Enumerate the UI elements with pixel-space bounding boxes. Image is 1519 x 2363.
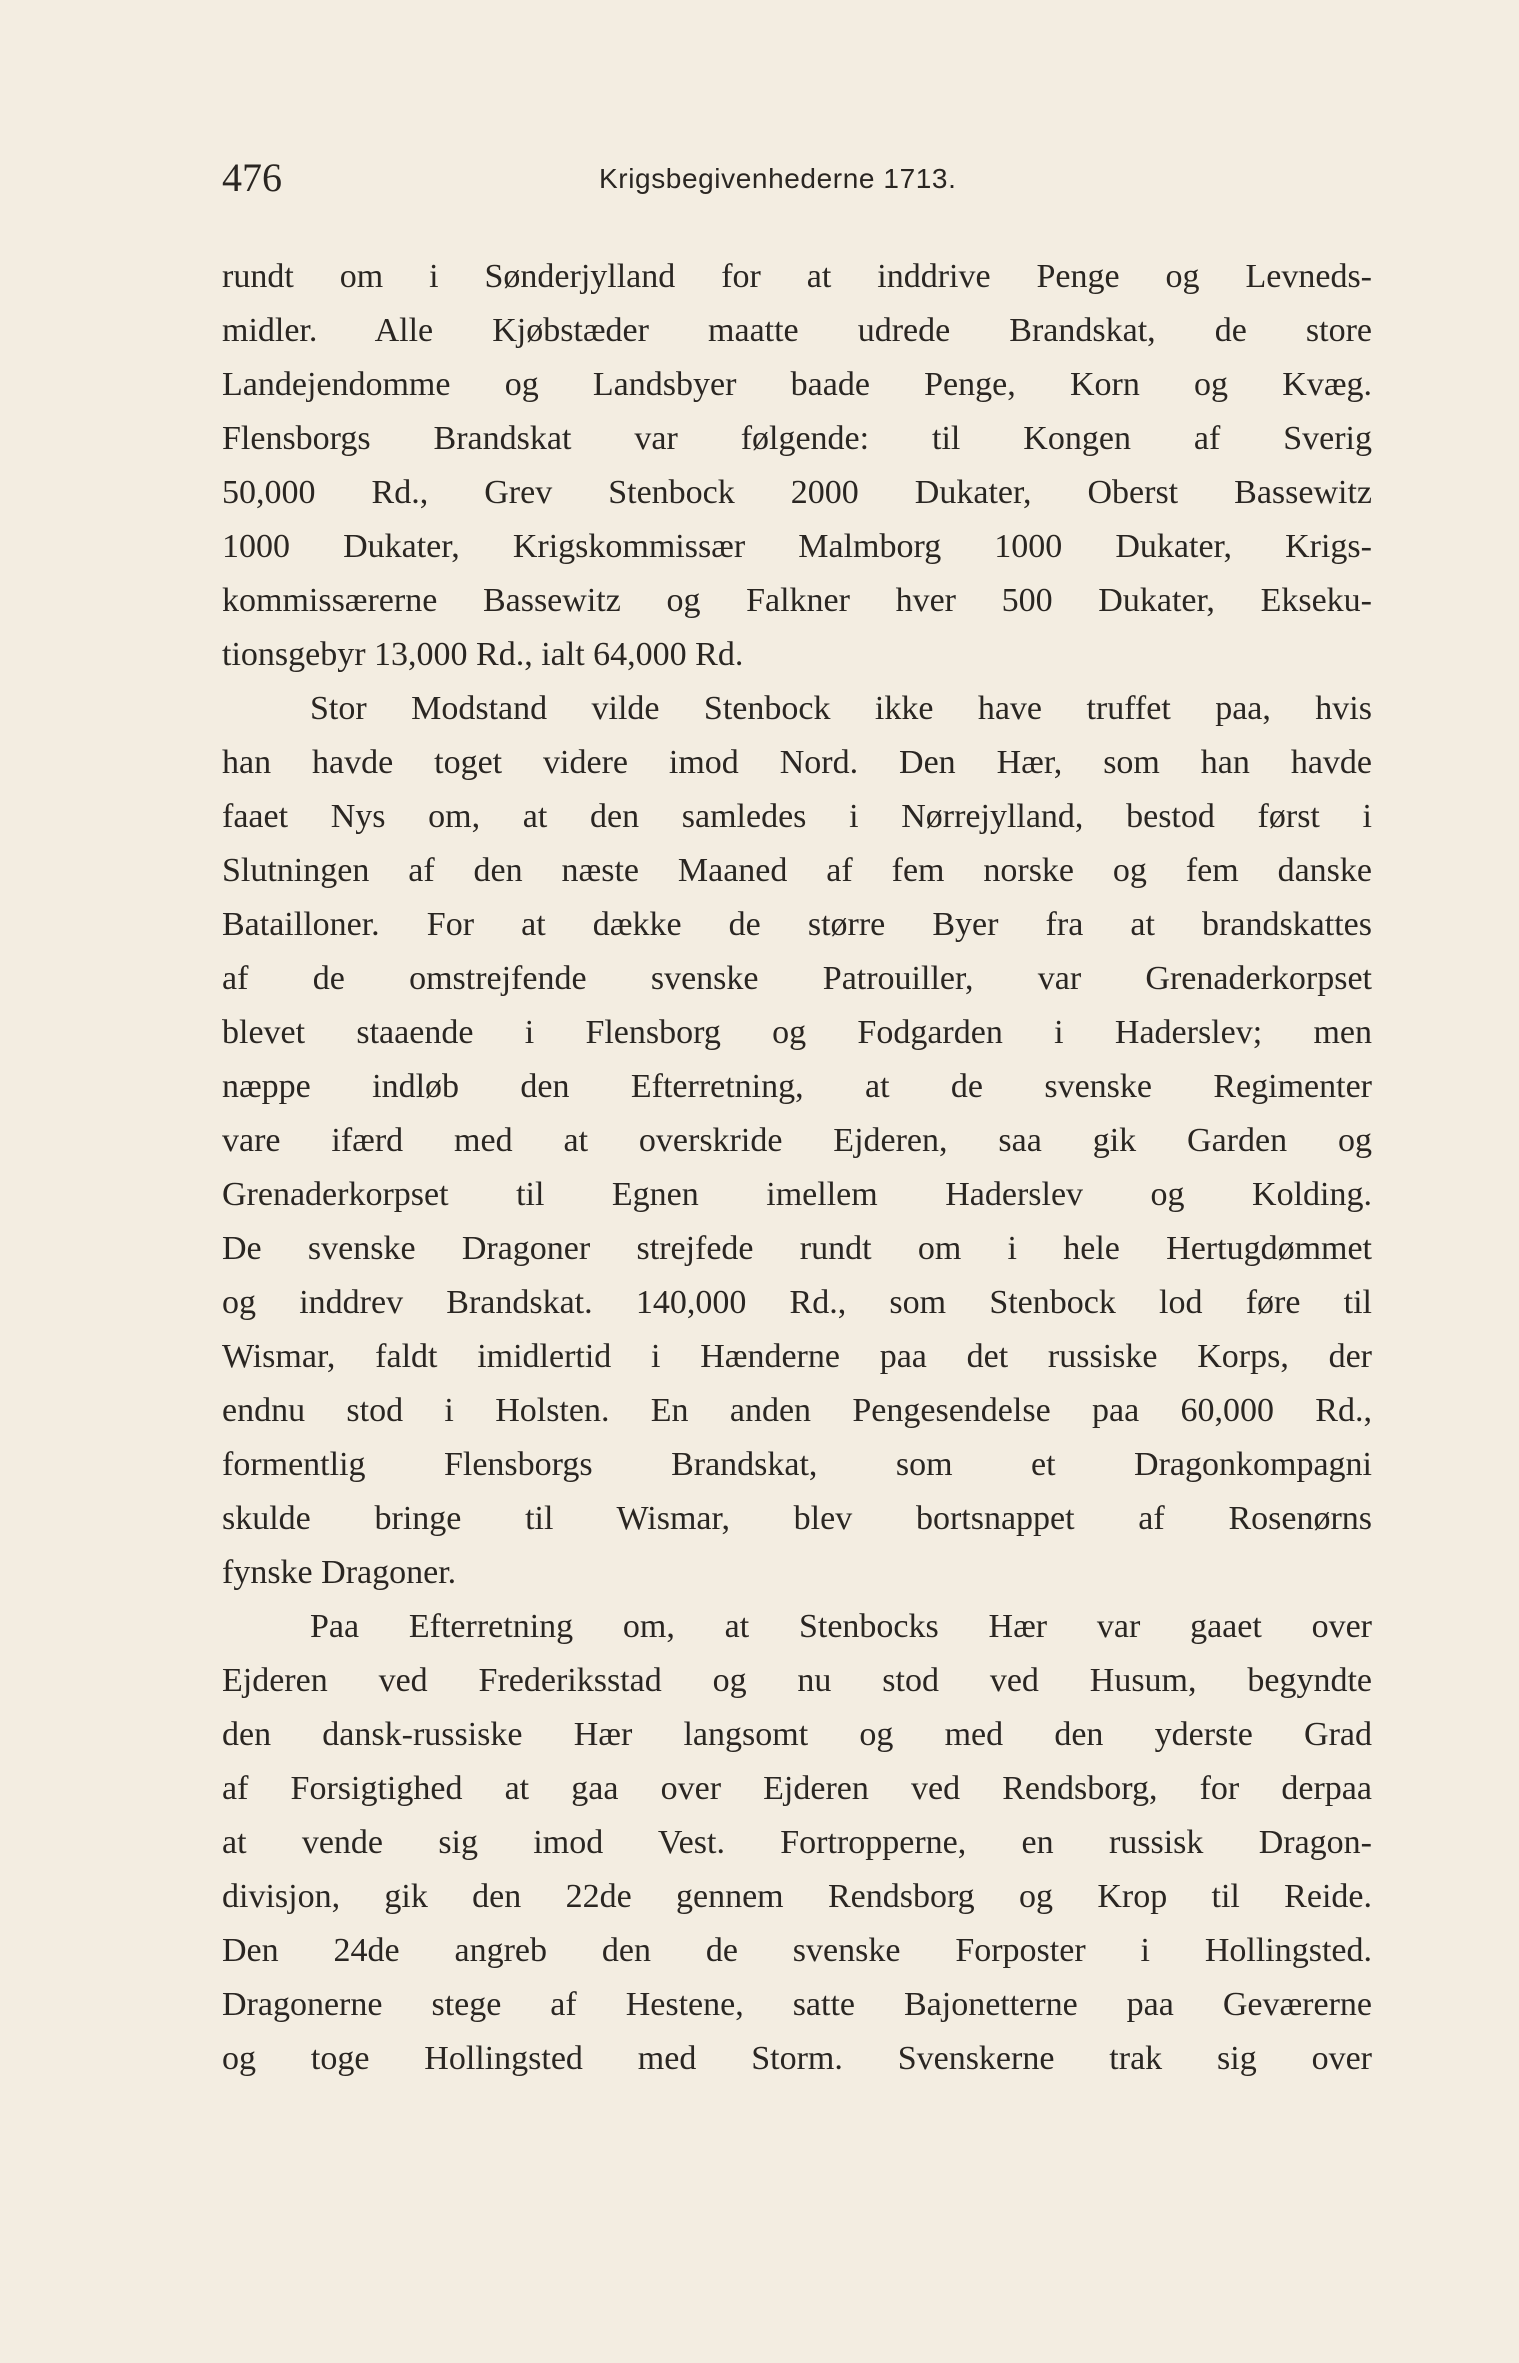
text-line: formentlig Flensborgs Brandskat, som et Dragonkompagni xyxy=(222,1446,1372,1483)
text-line: blevet staaende i Flensborg og Fodgarden i Haderslev; men xyxy=(222,1014,1372,1051)
text-line: af Forsigtighed at gaa over Ejderen ved Rendsborg, for derpaa xyxy=(222,1770,1372,1807)
text-line: De svenske Dragoner strejfede rundt om i hele Hertugdømmet xyxy=(222,1230,1372,1267)
text-line: rundt om i Sønderjylland for at inddrive Penge og Levneds- xyxy=(222,258,1372,295)
text-line: Stor Modstand vilde Stenbock ikke have truffet paa, hvis xyxy=(310,690,1372,727)
running-header xyxy=(222,150,1412,198)
text-line: fynske Dragoner. xyxy=(222,1554,457,1591)
text-line: og toge Hollingsted med Storm. Svenskerne trak sig over xyxy=(222,2040,1372,2077)
body-text xyxy=(222,250,1372,2120)
text-line: Ejderen ved Frederiksstad og nu stod ved Husum, begyndte xyxy=(222,1662,1372,1699)
text-line: kommissærerne Bassewitz og Falkner hver 500 Dukater, Ekseku- xyxy=(222,582,1372,619)
text-line: 1000 Dukater, Krigskommissær Malmborg 1000 Dukater, Krigs- xyxy=(222,528,1372,565)
text-line: midler. Alle Kjøbstæder maatte udrede Brandskat, de store xyxy=(222,312,1372,349)
text-line: Slutningen af den næste Maaned af fem norske og fem danske xyxy=(222,852,1372,889)
running-title: Krigsbegivenhederne 1713. xyxy=(599,163,957,194)
text-line: Wismar, faldt imidlertid i Hænderne paa det russiske Korps, der xyxy=(222,1338,1372,1375)
text-line: Flensborgs Brandskat var følgende: til Kongen af Sverig xyxy=(222,420,1372,457)
text-line: Dragonerne stege af Hestene, satte Bajonetterne paa Geværerne xyxy=(222,1986,1372,2023)
text-line: tionsgebyr 13,000 Rd., ialt 64,000 Rd. xyxy=(222,636,744,673)
text-line: og inddrev Brandskat. 140,000 Rd., som Stenbock lod føre til xyxy=(222,1284,1372,1321)
text-line: den dansk-russiske Hær langsomt og med den yderste Grad xyxy=(222,1716,1372,1753)
text-line: han havde toget videre imod Nord. Den Hær, som han havde xyxy=(222,744,1372,781)
text-line: næppe indløb den Efterretning, at de svenske Regimenter xyxy=(222,1068,1372,1105)
page-number: 476 xyxy=(222,155,282,200)
text-line: Batailloner. For at dække de større Byer fra at brandskattes xyxy=(222,906,1372,943)
text-line: skulde bringe til Wismar, blev bortsnappet af Rosenørns xyxy=(222,1500,1372,1537)
text-line: faaet Nys om, at den samledes i Nørrejylland, bestod først i xyxy=(222,798,1372,835)
text-line: Landejendomme og Landsbyer baade Penge, Korn og Kvæg. xyxy=(222,366,1372,403)
text-line: Paa Efterretning om, at Stenbocks Hær var gaaet over xyxy=(310,1608,1372,1645)
text-line: divisjon, gik den 22de gennem Rendsborg og Krop til Reide. xyxy=(222,1878,1372,1915)
text-line: 50,000 Rd., Grev Stenbock 2000 Dukater, Oberst Bassewitz xyxy=(222,474,1372,511)
text-line: endnu stod i Holsten. En anden Pengesendelse paa 60,000 Rd., xyxy=(222,1392,1372,1429)
text-line: Grenaderkorpset til Egnen imellem Haderslev og Kolding. xyxy=(222,1176,1372,1213)
text-line: Den 24de angreb den de svenske Forposter i Hollingsted. xyxy=(222,1932,1372,1969)
text-line: af de omstrejfende svenske Patrouiller, var Grenaderkorpset xyxy=(222,960,1372,997)
text-line: at vende sig imod Vest. Fortropperne, en russisk Dragon- xyxy=(222,1824,1372,1861)
text-line: vare ifærd med at overskride Ejderen, saa gik Garden og xyxy=(222,1122,1372,1159)
